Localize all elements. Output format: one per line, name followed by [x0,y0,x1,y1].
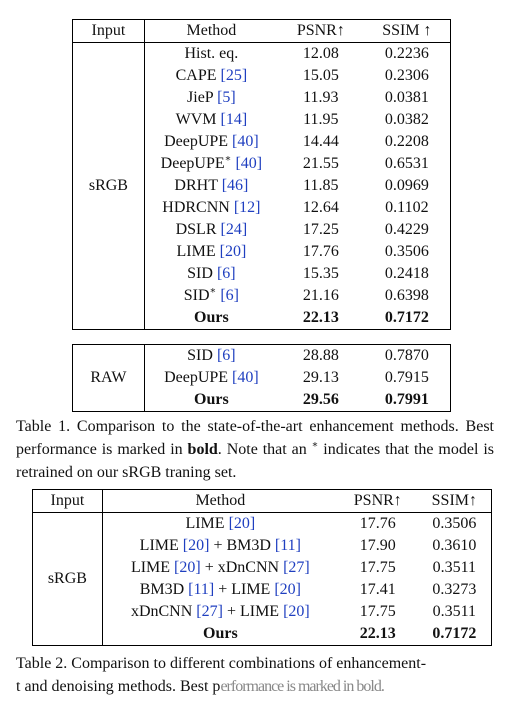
method-cell [144,263,278,285]
t2-caption-line1: Table 2. Comparison to different combinations of enhancement- [16,655,427,672]
input-cell: sRGB [73,43,145,330]
psnr-cell: 12.64 [302,199,339,216]
t1-header-input: Input [73,20,145,43]
citation-number: 5 [222,89,231,106]
citation-link[interactable]: [46] [221,177,249,194]
psnr-cell: 17.75 [359,559,396,576]
method-name: + BM3D [209,537,275,554]
citation-link[interactable]: [20] [182,537,210,554]
retrained-mark: ∗ [224,153,232,165]
psnr-cell: 21.55 [302,155,339,172]
citation-link[interactable]: [5] [217,89,236,106]
method-name: + LIME [222,603,284,620]
citation-link[interactable]: [40] [235,155,263,172]
method-name: + LIME [214,581,275,598]
retrained-mark: ∗ [209,285,217,297]
table1-srgb [72,19,451,330]
citation-number: 14 [225,111,242,128]
method-name: DeepUPE [164,369,229,386]
t1-caption-bold: bold [187,441,218,458]
method-cell [102,601,338,623]
psnr-cell: 17.90 [359,537,396,554]
method-name: SID [187,347,213,364]
method-cell [144,307,278,330]
citation-link[interactable]: [6] [216,347,236,364]
ssim-cell: 0.7172 [432,625,477,642]
table-row [73,345,451,368]
method-name: DeepUPE [164,133,229,150]
t1-header-ssim: SSIM ↑ [382,22,432,39]
citation-number: 6 [222,265,231,282]
table-row [33,513,492,536]
ssim-cell: 0.3511 [432,603,477,620]
psnr-cell: 14.44 [302,133,339,150]
psnr-cell: 21.16 [302,287,339,304]
method-name: HDRCNN [162,199,230,216]
t2-header-psnr: PSNR↑ [353,492,402,509]
psnr-cell: 17.75 [359,603,396,620]
method-name: JieP [187,89,214,106]
citation-number: 40 [237,133,254,150]
t2-header-method: Method [195,492,246,509]
method-cell [144,367,278,389]
method-name: Hist. eq. [184,45,239,62]
ssim-cell: 0.2236 [384,45,429,62]
method-name: SID [187,265,213,282]
psnr-cell: 12.08 [302,45,339,62]
method-cell [102,579,338,601]
method-name: xDnCNN [130,603,197,620]
t1-caption-text-1: Table 1. Comparison to the state-of-the-art enhancement methods. Best performance is marked in [16,418,494,458]
ssim-cell: 0.1102 [385,199,429,216]
citation-link[interactable]: [24] [220,221,248,238]
method-cell [102,623,338,646]
citation-number: 12 [239,199,256,216]
psnr-cell: 17.41 [359,581,396,598]
t1-caption-star: ∗ [311,439,319,451]
method-name: LIME [176,243,216,260]
method-cell [144,345,278,368]
method-cell [144,43,278,66]
t2-body [33,513,492,646]
citation-link[interactable]: [40] [232,369,259,386]
ssim-cell: 0.7991 [384,391,429,408]
method-cell [144,219,278,241]
method-name: WVM [175,111,217,128]
method-cell [144,109,278,131]
method-cell [144,285,278,307]
citation-link[interactable]: [20] [228,515,256,532]
ssim-cell: 0.3506 [432,515,477,532]
method-name: LIME [185,515,229,532]
citation-number: 46 [227,177,244,194]
citation-link[interactable]: [20] [174,559,201,576]
ssim-cell: 0.3273 [432,581,477,598]
method-cell [144,175,278,197]
ssim-cell: 0.3511 [432,559,477,576]
ssim-cell: 0.6531 [384,155,429,172]
ssim-cell: 0.2208 [384,133,429,150]
citation-number: 25 [225,67,242,84]
citation-number: 40 [240,155,257,172]
table-row [33,535,492,557]
t1-caption-text-2: . Note that an [217,441,312,458]
citation-link[interactable]: [25] [220,67,248,84]
psnr-cell: 22.13 [302,309,339,326]
citation-link[interactable]: [20] [283,603,310,620]
psnr-cell: 17.76 [359,515,396,532]
citation-number: 6 [225,287,234,304]
table-row [33,601,492,623]
table2 [32,489,492,646]
psnr-cell: 29.56 [302,391,339,408]
method-name: SID [183,287,210,304]
citation-link[interactable]: [6] [220,287,239,304]
psnr-cell: 28.88 [302,347,339,364]
method-name: LIME [139,537,183,554]
t2-caption-line2 [16,675,494,698]
ssim-cell: 0.7915 [384,369,429,386]
method-name: DSLR [175,221,217,238]
ssim-cell: 0.3506 [384,243,429,260]
t2-caption-line2-text: t and denoising methods. Best p [16,678,221,695]
t1-srgb-body [73,43,451,330]
citation-link[interactable]: [11] [274,537,301,554]
method-name: Ours [203,625,238,642]
citation-link[interactable]: [14] [220,111,248,128]
t1-caption-text-3: indicates that the model is retrained on our sRGB traning set. [16,441,494,481]
method-name: Ours [194,391,229,408]
method-cell [144,197,278,219]
method-name: + xDnCNN [200,559,284,576]
method-name: BM3D [139,581,189,598]
citation-link[interactable]: [12] [233,199,261,216]
method-name: LIME [130,559,175,576]
citation-link[interactable]: [27] [283,559,310,576]
citation-number: 24 [225,221,242,238]
psnr-cell: 15.35 [302,265,339,282]
psnr-cell: 11.85 [303,177,339,194]
table1-raw [72,344,451,412]
psnr-cell: 11.93 [303,89,339,106]
t1-raw-body [73,345,451,412]
method-name: Ours [194,309,229,326]
method-cell [102,557,338,579]
t2-caption-line2-faded: erformance is marked in bold. [220,678,384,695]
t1-header-psnr: PSNR↑ [296,22,345,39]
table-row [33,557,492,579]
ssim-cell: 0.2306 [384,67,429,84]
citation-link[interactable]: [6] [216,265,236,282]
t1-header-method: Method [186,22,237,39]
table-row [33,623,492,646]
method-cell [144,389,278,412]
psnr-cell: 17.76 [302,243,339,260]
table2-caption [16,652,494,698]
method-name: DeepUPE [160,155,225,172]
ssim-cell: 0.3610 [432,537,477,554]
psnr-cell: 11.95 [303,111,339,128]
psnr-cell: 22.13 [359,625,396,642]
citation-number: 6 [222,347,231,364]
ssim-cell: 0.7172 [384,309,429,326]
ssim-cell: 0.0969 [384,177,429,194]
ssim-cell: 0.0381 [384,89,429,106]
method-cell [144,87,278,109]
method-cell [102,513,338,536]
ssim-cell: 0.2418 [384,265,429,282]
method-cell [102,535,338,557]
method-name: DRHT [174,177,218,194]
table1-caption [16,415,494,484]
citation-link[interactable]: [20] [219,243,247,260]
t2-header-input: Input [33,490,103,513]
method-name: CAPE [175,67,217,84]
citation-link[interactable]: [40] [232,133,259,150]
psnr-cell: 15.05 [302,67,339,84]
table-row [33,579,492,601]
input-cell: sRGB [33,513,103,646]
t2-header-ssim: SSIM↑ [431,492,478,509]
method-cell [144,65,278,87]
method-cell [144,241,278,263]
method-cell [144,153,278,175]
citation-number: 40 [237,369,254,386]
table-row [73,43,451,66]
citation-number: 20 [224,243,241,260]
psnr-cell: 29.13 [302,369,339,386]
ssim-cell: 0.7870 [384,347,429,364]
ssim-cell: 0.0382 [384,111,429,128]
citation-link[interactable]: [20] [274,581,301,598]
method-cell [144,131,278,153]
citation-link[interactable]: [27] [196,603,223,620]
citation-link[interactable]: [11] [188,581,215,598]
psnr-cell: 17.25 [302,221,339,238]
ssim-cell: 0.6398 [384,287,429,304]
input-cell: RAW [73,345,145,412]
ssim-cell: 0.4229 [384,221,429,238]
